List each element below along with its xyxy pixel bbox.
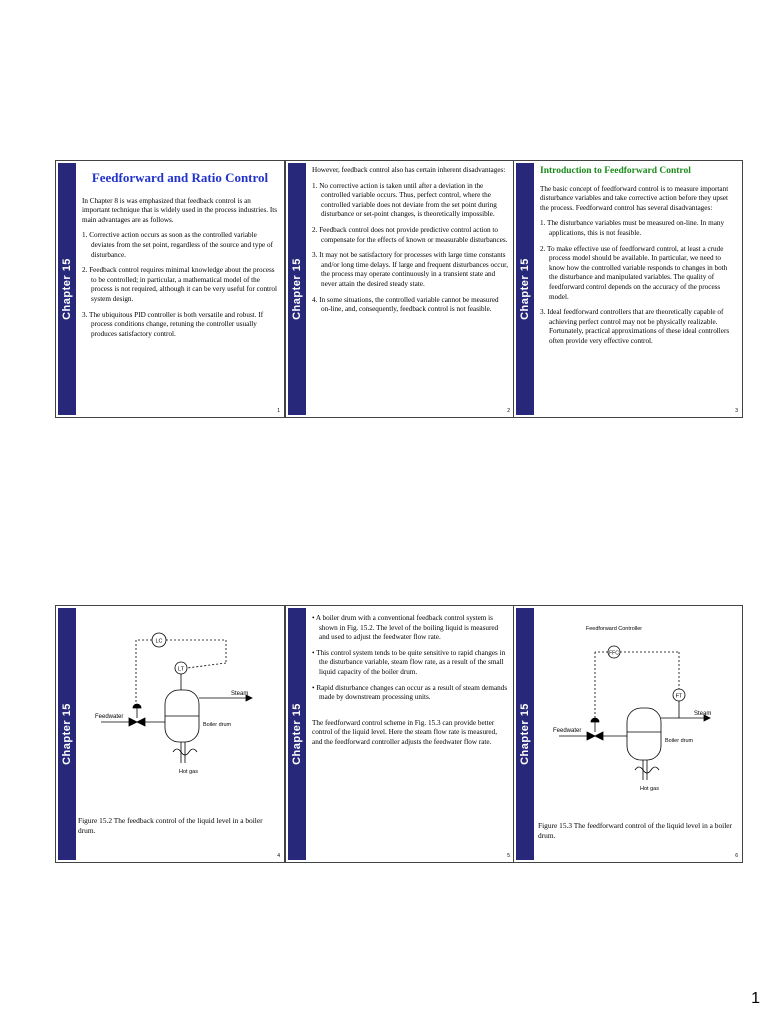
boiler-feedforward-diagram	[539, 620, 739, 810]
steam-label: Steam	[694, 711, 712, 717]
bullet-item: • Rapid disturbance changes can occur as a result of steam demands made by downstream processing units.	[312, 683, 508, 702]
slide-1	[55, 160, 285, 418]
chapter-band	[58, 163, 76, 415]
boiler-drum-label: Boiler drum	[665, 738, 694, 744]
chapter-label: Chapter 15	[61, 258, 73, 320]
list-item: 1. The disturbance variables must be measured on-line. In many applications, this is not feasible.	[540, 219, 725, 237]
list-item: 3. It may not be satisfactory for processes with large time constants and/or long time delays. If large and frequent disturbances occur, the process may operate continuously in a transient state and never attain the desired steady state.	[312, 251, 508, 288]
chapter-label: Chapter 15	[61, 703, 73, 765]
slide-3	[513, 160, 743, 418]
feedwater-label: Feedwater	[95, 714, 124, 720]
list-item: 2. Feedback control does not provide predictive control action to compensate for the effects of known or measurable disturbances.	[312, 225, 508, 244]
feedwater-label: Feedwater	[553, 728, 582, 734]
boiler-drum	[627, 708, 661, 760]
bullet-item: • This control system tends to be quite sensitive to rapid changes in the disturbance variable, steam flow rate, as a result of the small liquid capacity of the boiler drum.	[312, 648, 506, 676]
control-valve	[129, 718, 137, 726]
bullet-item: • A boiler drum with a conventional feedback control system is shown in Fig. 15.2. The level of the boiling liquid is measured and used to adjust the feedwater flow rate.	[312, 614, 499, 642]
list-item: 1. Corrective action occurs as soon as the controlled variable deviates from the set point, regardless of the source and type of disturbance.	[82, 231, 274, 259]
lc-label: LC	[155, 638, 163, 645]
chapter-band	[516, 608, 534, 860]
chapter-band	[516, 163, 534, 415]
hot-gas-label: Hot gas	[179, 769, 198, 775]
lt-label: LT	[177, 666, 185, 673]
ft-label: FT	[675, 693, 683, 700]
slide-number: 1	[277, 408, 280, 414]
intro-text: However, feedback control also has certain inherent disadvantages:	[312, 166, 506, 174]
paragraph: The feedforward control scheme in Fig. 15.3 can provide better control of the liquid level. Here the steam flow rate is measured, and the feedforward controller adjusts the feedwater flow rate.	[312, 718, 498, 746]
slide-title: Feedforward and Ratio Control	[91, 170, 269, 185]
chapter-label: Chapter 15	[519, 258, 531, 320]
figure-caption: Figure 15.2 The feedback control of the liquid level in a boiler drum.	[78, 816, 263, 835]
slide-number: 3	[735, 408, 738, 414]
boiler-feedback-diagram	[81, 618, 281, 798]
slide-4	[55, 605, 285, 863]
chapter-label: Chapter 15	[291, 258, 303, 320]
slide-5	[285, 605, 515, 863]
slide-number: 6	[735, 853, 738, 859]
chapter-label: Chapter 15	[519, 703, 531, 765]
list-item: 3. Ideal feedforward controllers that are theoretically capable of achieving perfect control may not be physically realizable. Fortunately, practical approximations of these ideal controllers often provide very effective control.	[540, 308, 730, 345]
chapter-band	[288, 163, 306, 415]
slide-content	[312, 614, 508, 856]
slide-number: 5	[507, 853, 510, 859]
slide-content	[82, 167, 278, 411]
slide-content	[312, 166, 508, 411]
list-item: 2. Feedback control requires minimal knowledge about the process to be controlled; in particular, a mathematical model of the process is not required, although it can be very useful for control system design.	[82, 266, 278, 303]
slide-number: 4	[277, 853, 280, 859]
boiler-drum-label: Boiler drum	[203, 722, 232, 728]
hot-gas-label: Hot gas	[640, 786, 659, 792]
slide-2	[285, 160, 515, 418]
chapter-band	[58, 608, 76, 860]
list-item: 1. No corrective action is taken until after a deviation in the controlled variable occurs. Thus, perfect control, where the controlled variable does not deviate from the set point during disturbance or set-point changes, is theoretically impossible.	[312, 181, 497, 219]
chapter-label: Chapter 15	[291, 703, 303, 765]
chapter-band	[288, 608, 306, 860]
list-item: 3. The ubiquitous PID controller is both versatile and robust. If process conditions change, retuning the controller usually produces satisfactory control.	[82, 310, 264, 338]
control-valve	[587, 732, 595, 740]
intro-text: The basic concept of feedforward control is to measure important disturbance variables and take corrective action before they upset the process. Feedforward control has several disadvantages:	[540, 184, 729, 212]
list-item: 2. To make effective use of feedforward control, at least a crude process model should be available. In particular, we need to know how the controlled variable responds to changes in both the disturbance and manipulated variables. The quality of feedforward control depends on the accuracy of the process model.	[540, 244, 728, 301]
slide-6	[513, 605, 743, 863]
ffc-label: FFC	[609, 650, 619, 657]
steam-label: Steam	[231, 691, 249, 697]
list-item: 4. In some situations, the controlled variable cannot be measured on-line, and, consequently, feedback control is not feasible.	[312, 295, 499, 314]
page-number: 1	[751, 990, 760, 1007]
slide-title: Introduction to Feedforward Control	[540, 166, 691, 176]
intro-text: In Chapter 8 is was emphasized that feedback control is an important technique that is widely used in the process industries. Its main advantages are as follows.	[82, 196, 278, 224]
slide-content	[540, 167, 736, 411]
figure-caption: Figure 15.3 The feedforward control of the liquid level in a boiler drum.	[538, 821, 733, 840]
controller-title-label: Feedforward Controller	[585, 626, 643, 632]
slide-number: 2	[507, 408, 510, 414]
